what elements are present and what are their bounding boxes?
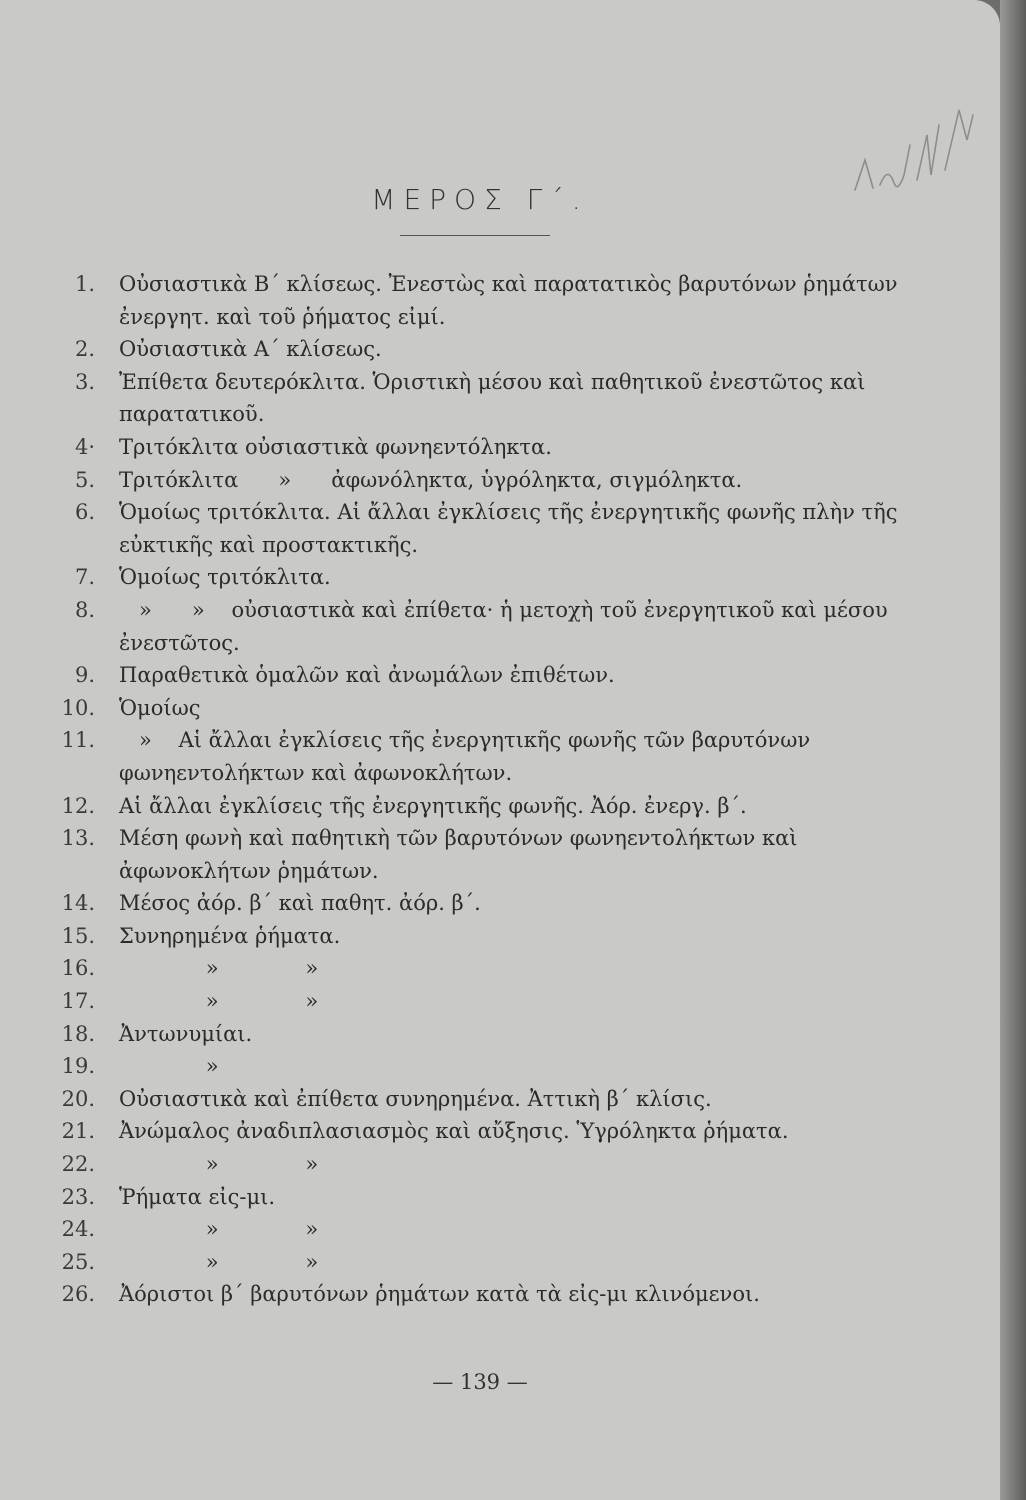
item-number: 11. [61, 728, 95, 753]
item-text: Τριτόκλιτα οὐσιαστικὰ φωνηεντόληκτα. [119, 434, 552, 459]
item-number: 14. [61, 891, 95, 916]
list-item [40, 952, 900, 985]
section-title: ΜΕΡΟΣ Γ΄. [371, 183, 589, 216]
list-item [40, 1148, 900, 1181]
item-number: 7. [74, 565, 95, 590]
item-number: 6. [74, 500, 95, 525]
item-text: Οὐσιαστικὰ καὶ ἐπίθετα συνηρημένα. Ἀττικὴ β΄ κλίσις. [119, 1086, 712, 1111]
item-text: Ῥήματα εἰς-μι. [119, 1184, 276, 1209]
item-number: 10. [61, 695, 95, 720]
title-divider [400, 235, 550, 236]
list-item [40, 692, 900, 725]
item-number: 19. [61, 1054, 95, 1079]
item-text: » » οὐσιαστικὰ καὶ ἐπίθετα· ἡ μετοχὴ τοῦ ἐνεργητικοῦ καὶ μέσου ἐνεστῶτος. [119, 597, 895, 655]
item-number: 26. [61, 1282, 95, 1307]
item-text: Παραθετικὰ ὁμαλῶν καὶ ἀνωμάλων ἐπιθέτων. [119, 663, 615, 688]
list-item [40, 659, 900, 692]
item-text: » » [119, 989, 319, 1014]
item-number: 25. [61, 1249, 95, 1274]
item-number: 17. [61, 989, 95, 1014]
list-item [40, 1213, 900, 1246]
item-number: 12. [61, 793, 95, 818]
list-item [40, 1115, 900, 1148]
item-text: Ἀνώμαλος ἀναδιπλασιασμὸς καὶ αὔξησις. Ὑγρόληκτα ῥήματα. [119, 1119, 789, 1144]
item-text: » [119, 1054, 219, 1079]
item-text: Ὁμοίως τριτόκλιτα. [119, 565, 331, 590]
lesson-list [40, 268, 905, 1311]
item-text: Ἀόριστοι β΄ βαρυτόνων ῥημάτων κατὰ τὰ εἰς-μι κλινόμενοι. [119, 1282, 760, 1307]
item-text: Ὁμοίως [119, 695, 201, 720]
item-text: Ἀντωνυμίαι. [119, 1021, 253, 1046]
list-item [40, 333, 900, 366]
list-item [40, 464, 900, 497]
item-number: 15. [61, 923, 95, 948]
item-text: » Αἱ ἄλλαι ἐγκλίσεις τῆς ἐνεργητικῆς φωνῆς τῶν βαρυτόνων φωνηεντολήκτων καὶ ἀφωνοκλήτων. [119, 728, 817, 785]
item-number: 2. [74, 337, 95, 362]
item-text: » » [119, 1217, 319, 1242]
item-text: » » [119, 1249, 319, 1274]
list-item [40, 496, 905, 561]
item-text: Ἐπίθετα δευτερόκλιτα. Ὁριστικὴ μέσου καὶ παθητικοῦ ἐνεστῶτος καὶ παρατατικοῦ. [119, 369, 873, 427]
item-number: 8. [74, 597, 95, 622]
item-number: 9. [74, 663, 95, 688]
list-item [40, 431, 900, 464]
list-item [40, 1278, 900, 1311]
item-text: Συνηρημένα ῥήματα. [119, 923, 341, 948]
item-text: Αἱ ἄλλαι ἐγκλίσεις τῆς ἐνεργητικῆς φωνῆς. Ἀόρ. ἐνεργ. β΄. [119, 793, 747, 818]
list-item [40, 1083, 900, 1116]
list-item [40, 594, 900, 659]
list-item [40, 1181, 900, 1214]
item-number: 4· [74, 434, 95, 459]
list-item [40, 887, 900, 920]
list-item [40, 268, 905, 333]
item-number: 16. [61, 956, 95, 981]
list-item [40, 1050, 900, 1083]
item-text: Ὁμοίως τριτόκλιτα. Αἱ ἄλλαι ἐγκλίσεις τῆς ἐνεργητικῆς φωνῆς πλὴν τῆς εὐκτικῆς καὶ προστακτικῆς. [119, 500, 905, 557]
item-number: 5. [74, 467, 95, 492]
item-text: Μέσος ἀόρ. β΄ καὶ παθητ. ἀόρ. β΄. [119, 891, 481, 916]
list-item [40, 1246, 900, 1279]
item-number: 13. [61, 826, 95, 851]
item-text: » » [119, 956, 319, 981]
item-number: 21. [61, 1119, 95, 1144]
page-number: — 139 — [432, 1370, 528, 1394]
list-item [40, 985, 900, 1018]
item-text: Τριτόκλιτα » ἀφωνόληκτα, ὑγρόληκτα, σιγμόληκτα. [119, 467, 743, 492]
item-number: 24. [61, 1217, 95, 1242]
item-number: 23. [61, 1184, 95, 1209]
list-item [40, 790, 900, 823]
item-text: Οὐσιαστικὰ Α΄ κλίσεως. [119, 337, 382, 362]
item-text: Μέση φωνὴ καὶ παθητικὴ τῶν βαρυτόνων φωνηεντολήκτων καὶ ἀφωνοκλήτων ῥημάτων. [119, 826, 805, 883]
item-number: 20. [61, 1086, 95, 1111]
page-edge [1000, 0, 1026, 1500]
item-number: 18. [61, 1021, 95, 1046]
item-text: Οὐσιαστικὰ Β΄ κλίσεως. Ἐνεστὼς καὶ παρατατικὸς βαρυτόνων ῥημάτων ἐνεργητ. καὶ τοῦ ῥήματος εἰμί. [119, 272, 905, 329]
list-item [40, 724, 900, 789]
item-text: » » [119, 1152, 319, 1177]
item-number: 22. [61, 1152, 95, 1177]
list-item [40, 561, 900, 594]
list-item [40, 920, 900, 953]
list-item [40, 366, 900, 431]
list-item [40, 822, 900, 887]
item-number: 3. [74, 369, 95, 394]
list-item [40, 1018, 900, 1051]
item-number: 1. [74, 272, 95, 296]
